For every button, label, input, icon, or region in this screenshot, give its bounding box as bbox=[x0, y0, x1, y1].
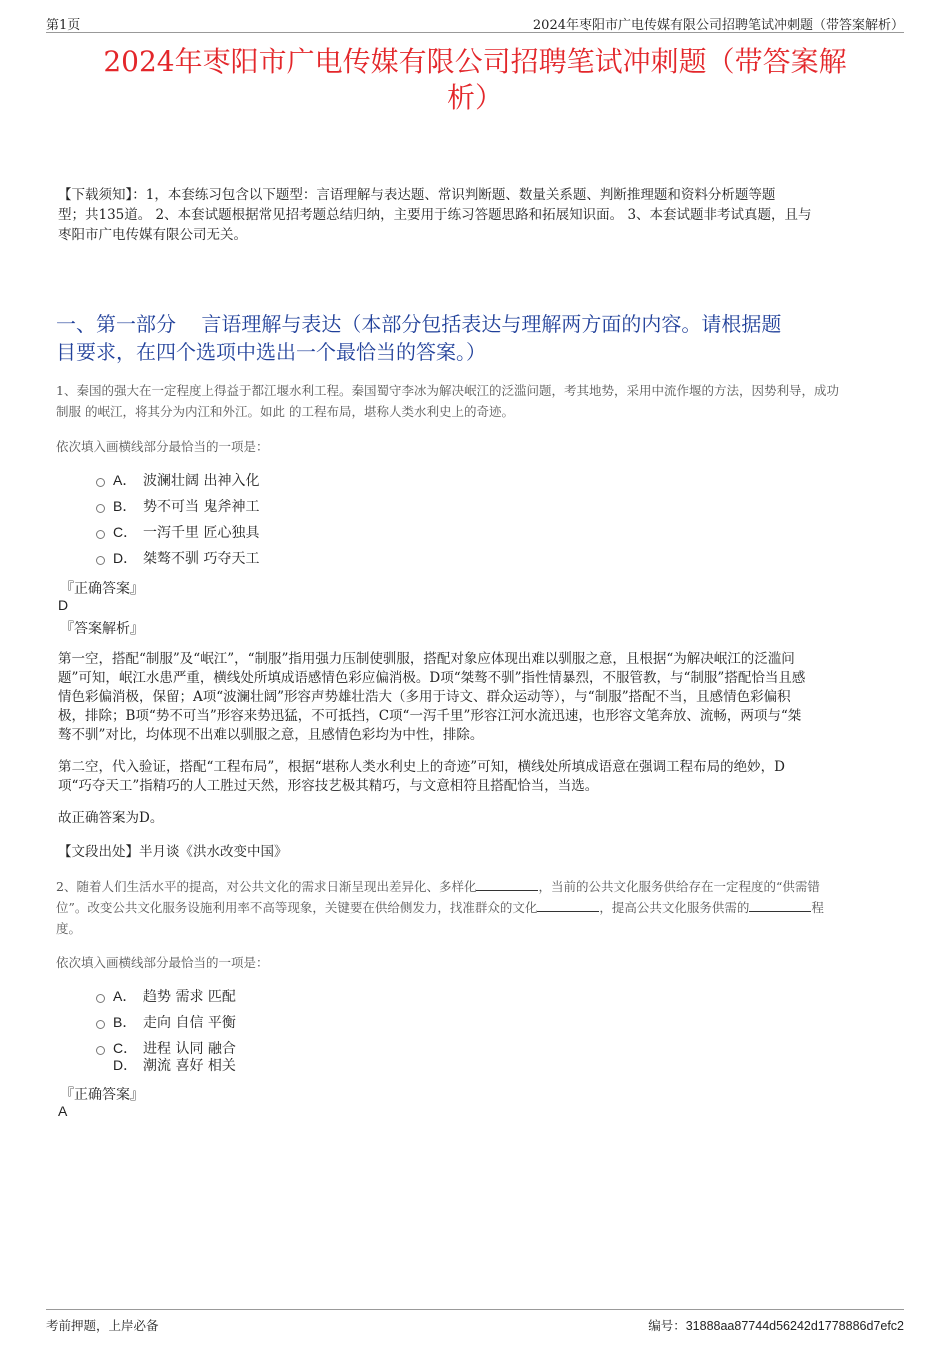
radio-icon[interactable] bbox=[96, 478, 105, 487]
option-text: 潮流 喜好 相关 bbox=[143, 1058, 236, 1074]
q1-answer: D bbox=[58, 597, 69, 613]
option-text: 桀骜不驯 巧夺天工 bbox=[143, 551, 260, 567]
fill-blank bbox=[749, 899, 811, 912]
q1-option-d[interactable] bbox=[96, 547, 259, 569]
footer-divider bbox=[46, 1309, 904, 1310]
q1-option-c[interactable] bbox=[96, 521, 259, 543]
option-letter: A． bbox=[113, 988, 137, 1004]
q2-text-segment: ，当前的公共文化服务供给存在一定程度的“供需错 bbox=[538, 879, 820, 894]
q1-analysis-part-2 bbox=[58, 758, 888, 796]
q2-option-b[interactable] bbox=[96, 1011, 236, 1033]
option-text: 一泻千里 匠心独具 bbox=[143, 525, 260, 541]
option-letter: C． bbox=[113, 524, 138, 540]
radio-icon[interactable] bbox=[96, 504, 105, 513]
analysis-label: 『答案解析』 bbox=[60, 621, 144, 637]
q2-option-d[interactable] bbox=[96, 1054, 236, 1076]
option-letter: D． bbox=[113, 1057, 138, 1073]
question-2-text bbox=[56, 876, 894, 939]
code-label: 编号： bbox=[648, 1318, 686, 1333]
notice-line-3: 枣阳市广电传媒有限公司无关。 bbox=[58, 227, 247, 243]
q2-line-2 bbox=[56, 897, 894, 918]
running-title: 2024年枣阳市广电传媒有限公司招聘笔试冲刺题（带答案解析） bbox=[532, 18, 904, 33]
q1-conclusion: 故正确答案为D。 bbox=[58, 810, 164, 826]
section-line-1: 一、第一部分 言语理解与表达（本部分包括表达与理解两方面的内容。请根据题 bbox=[56, 312, 782, 336]
document-code bbox=[648, 1316, 904, 1334]
q1-option-a[interactable] bbox=[96, 469, 259, 491]
question-1-text bbox=[56, 380, 894, 422]
analysis-line: 题”可知，岷江水患严重，横线处所填成语感情色彩应偏消极。D项“桀骜不驯”指性情暴烈，不服管教，与“制服”搭配恰当且感 bbox=[58, 670, 806, 686]
analysis-line: 极，排除；B项“势不可当”形容来势迅猛，不可抵挡，C项“一泻千里”形容江河水流迅速，也形容文笔奔放、流畅，两项与“桀 bbox=[58, 708, 802, 724]
page-number: 第1页 bbox=[46, 18, 81, 33]
radio-icon[interactable] bbox=[96, 530, 105, 539]
question-2-prompt: 依次填入画横线部分最恰当的一项是： bbox=[56, 955, 269, 970]
fill-blank bbox=[537, 899, 599, 912]
section-heading bbox=[56, 310, 894, 366]
notice-line-2: 型；共135道。 2、本套试题根据常见招考题总结归纳，主要用于练习答题思路和拓展知识面。 3、本套试题非考试真题，且与 bbox=[58, 207, 812, 223]
download-notice bbox=[58, 185, 892, 245]
analysis-line: 情色彩偏消极，保留；A项“波澜壮阔”形容声势雄壮浩大（多用于诗文、群众运动等），与“制服”搭配不当，且感情色彩偏积 bbox=[58, 689, 791, 705]
option-text: 进程 认同 融合 bbox=[143, 1041, 236, 1057]
option-letter: C． bbox=[113, 1040, 138, 1056]
option-letter: B． bbox=[113, 1014, 137, 1030]
q2-answer: A bbox=[58, 1103, 68, 1119]
section-line-2: 目要求，在四个选项中选出一个最恰当的答案。） bbox=[56, 340, 486, 364]
q1-line-2: 制服 的岷江，将其分为内江和外江。如此 的工程布局，堪称人类水利史上的奇迹。 bbox=[56, 404, 514, 419]
q2-line-3: 度。 bbox=[56, 921, 82, 936]
q2-text-segment: 位”。改变公共文化服务设施利用率不高等现象，关键要在供给侧发力，找准群众的文化 bbox=[56, 900, 538, 915]
question-1-prompt: 依次填入画横线部分最恰当的一项是： bbox=[56, 439, 269, 454]
q1-analysis-part-1 bbox=[58, 650, 888, 745]
option-text: 波澜壮阔 出神入化 bbox=[143, 473, 260, 489]
title-line-2: 析） bbox=[446, 81, 503, 114]
q2-text-segment: ，提高公共文化服务供需的 bbox=[599, 900, 750, 915]
option-text: 走向 自信 平衡 bbox=[143, 1015, 236, 1031]
q2-text-segment: 2、随着人们生活水平的提高，对公共文化的需求日渐呈现出差异化、多样化 bbox=[56, 879, 477, 894]
q2-option-a[interactable] bbox=[96, 985, 236, 1007]
q2-line-1 bbox=[56, 876, 894, 897]
correct-answer-label: 『正确答案』 bbox=[60, 581, 144, 597]
title-line-1: 2024年枣阳市广电传媒有限公司招聘笔试冲刺题（带答案解 bbox=[103, 45, 847, 78]
option-text: 趋势 需求 匹配 bbox=[143, 989, 236, 1005]
analysis-line: 第二空，代入验证，搭配“工程布局”，根据“堪称人类水利史上的奇迹”可知，横线处所填成语意在强调工程布局的绝妙，D bbox=[58, 759, 785, 775]
header-divider bbox=[46, 32, 904, 33]
correct-answer-label: 『正确答案』 bbox=[60, 1087, 144, 1103]
analysis-line: 骜不驯”对比，均体现不出难以驯服之意，且感情色彩均为中性，排除。 bbox=[58, 727, 484, 743]
notice-line-1: 【下载须知】：1，本套练习包含以下题型：言语理解与表达题、常识判断题、数量关系题、判断推理题和资料分析题等题 bbox=[58, 187, 776, 203]
q1-source: 【文段出处】半月谈《洪水改变中国》 bbox=[58, 844, 288, 860]
option-letter: A． bbox=[113, 472, 137, 488]
code-value: 31888aa87744d56242d1778886d7efc2 bbox=[685, 1319, 904, 1333]
document-title bbox=[46, 44, 904, 116]
q1-option-b[interactable] bbox=[96, 495, 259, 517]
radio-icon[interactable] bbox=[96, 1020, 105, 1029]
fill-blank bbox=[476, 878, 538, 891]
q1-line-1: 1、秦国的强大在一定程度上得益于都江堰水利工程。秦国蜀守李冰为解决岷江的泛滥问题，考其地势，采用中流作堰的方法，因势利导，成功 bbox=[56, 383, 839, 398]
option-letter: D． bbox=[113, 550, 138, 566]
q2-text-segment: 程 bbox=[811, 900, 824, 915]
radio-icon[interactable] bbox=[96, 556, 105, 565]
footer-slogan: 考前押题，上岸必备 bbox=[46, 1318, 159, 1333]
option-text: 势不可当 鬼斧神工 bbox=[143, 499, 260, 515]
radio-icon[interactable] bbox=[96, 994, 105, 1003]
analysis-line: 项“巧夺天工”指精巧的人工胜过天然，形容技艺极其精巧，与文意相符且搭配恰当，当选。 bbox=[58, 778, 599, 794]
option-letter: B． bbox=[113, 498, 137, 514]
analysis-line: 第一空，搭配“制服”及“岷江”，“制服”指用强力压制使驯服，搭配对象应体现出难以驯服之意，且根据“为解决岷江的泛滥问 bbox=[58, 651, 795, 667]
